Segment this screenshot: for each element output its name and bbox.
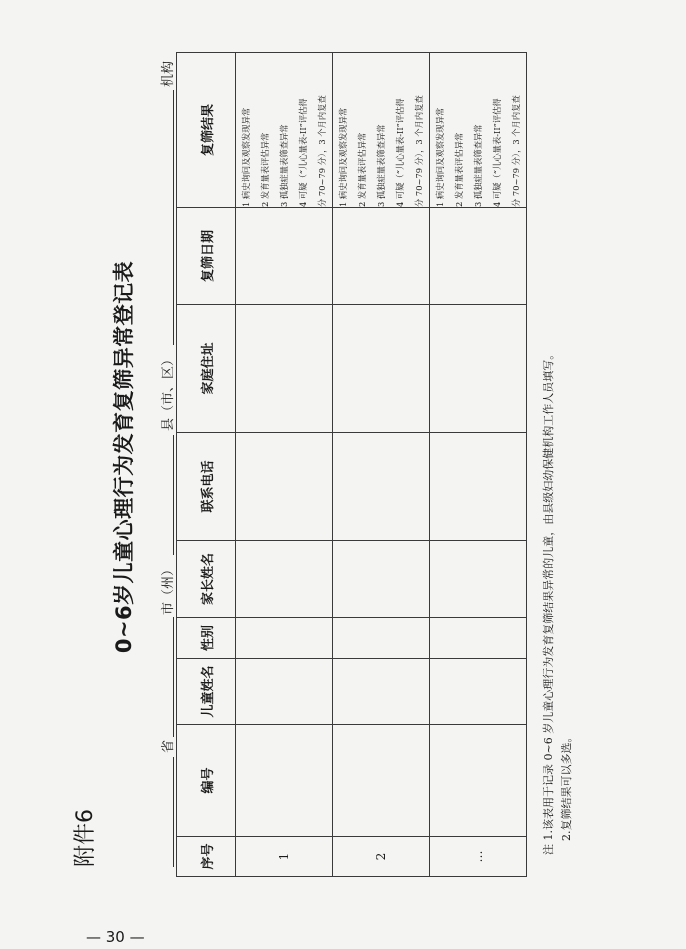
- result-option: 分 70~79 分），3 个月内复查: [316, 95, 327, 207]
- city-blank: [173, 617, 174, 737]
- header-rescreen-result: 复筛结果: [177, 53, 236, 208]
- registry-table: [176, 52, 527, 877]
- header-rescreen-date: 复筛日期: [177, 208, 236, 305]
- address-cell[interactable]: [430, 305, 527, 433]
- id-cell[interactable]: [236, 725, 333, 837]
- table-row: [430, 53, 527, 877]
- id-cell[interactable]: [430, 725, 527, 837]
- institution-blank: [173, 90, 174, 345]
- seq-cell: 2: [333, 837, 430, 877]
- result-cell[interactable]: [430, 53, 527, 208]
- parent-name-cell[interactable]: [333, 541, 430, 618]
- gender-cell[interactable]: [430, 618, 527, 659]
- table-row: [236, 53, 333, 877]
- result-option: 分 70~79 分），3 个月内复查: [510, 95, 521, 207]
- header-gender: 性别: [177, 618, 236, 659]
- id-cell[interactable]: [333, 725, 430, 837]
- seq-cell: 1: [236, 837, 333, 877]
- phone-cell[interactable]: [430, 433, 527, 541]
- phone-cell[interactable]: [236, 433, 333, 541]
- address-cell[interactable]: [236, 305, 333, 433]
- parent-name-cell[interactable]: [430, 541, 527, 618]
- result-option: 4 可疑（“儿心量表-II”评估得: [491, 98, 502, 207]
- date-cell[interactable]: [333, 208, 430, 305]
- city-label: 市（州）: [161, 562, 176, 615]
- phone-cell[interactable]: [333, 433, 430, 541]
- table-header-row: [177, 53, 236, 877]
- form-title: 0~6岁儿童心理行为发育复筛异常登记表: [112, 260, 136, 654]
- result-option: 2 发育量表评估异常: [453, 132, 464, 207]
- header-child-name: 儿童姓名: [177, 659, 236, 725]
- table-row: [333, 53, 430, 877]
- result-cell[interactable]: [236, 53, 333, 208]
- result-option: 1 病史询问及观察发现异常: [337, 107, 348, 207]
- gender-cell[interactable]: [236, 618, 333, 659]
- header-seq: 序号: [177, 837, 236, 877]
- child-name-cell[interactable]: [333, 659, 430, 725]
- result-option: 3 孤独症量表筛查异常: [278, 124, 289, 207]
- result-option: 1 病史询问及观察发现异常: [240, 107, 251, 207]
- county-blank: [173, 435, 174, 555]
- institution-label: 机构: [161, 60, 176, 87]
- page-number: — 30 —: [86, 928, 145, 946]
- result-option: 4 可疑（“儿心量表-II”评估得: [394, 98, 405, 207]
- result-option: 4 可疑（“儿心量表-II”评估得: [297, 98, 308, 207]
- result-cell[interactable]: [333, 53, 430, 208]
- header-phone: 联系电话: [177, 433, 236, 541]
- header-address: 家庭住址: [177, 305, 236, 433]
- province-blank: [173, 757, 174, 867]
- date-cell[interactable]: [430, 208, 527, 305]
- header-id: 编号: [177, 725, 236, 837]
- result-option: 3 孤独症量表筛查异常: [375, 124, 386, 207]
- rotated-form: [50, 37, 650, 877]
- footnotes: [540, 349, 576, 855]
- result-option: 3 孤独症量表筛查异常: [472, 124, 483, 207]
- result-option: 分 70~79 分），3 个月内复查: [413, 95, 424, 207]
- child-name-cell[interactable]: [236, 659, 333, 725]
- address-cell[interactable]: [333, 305, 430, 433]
- note-line: 注 1.该表用于记录 0~6 岁儿童心理行为发育复筛结果异常的儿童，由县级妇幼保健机构工作人员填写。: [542, 348, 555, 855]
- parent-name-cell[interactable]: [236, 541, 333, 618]
- gender-cell[interactable]: [333, 618, 430, 659]
- result-option: 1 病史询问及观察发现异常: [434, 107, 445, 207]
- county-label: 县（市、区）: [161, 352, 176, 431]
- seq-cell: …: [430, 837, 527, 877]
- date-cell[interactable]: [236, 208, 333, 305]
- province-label: 省: [161, 739, 176, 753]
- attachment-label: 附件6: [73, 809, 98, 867]
- result-option: 2 发育量表评估异常: [356, 132, 367, 207]
- note-line: 2.复筛结果可以多选。: [560, 731, 573, 841]
- child-name-cell[interactable]: [430, 659, 527, 725]
- result-option: 2 发育量表评估异常: [259, 132, 270, 207]
- header-parent-name: 家长姓名: [177, 541, 236, 618]
